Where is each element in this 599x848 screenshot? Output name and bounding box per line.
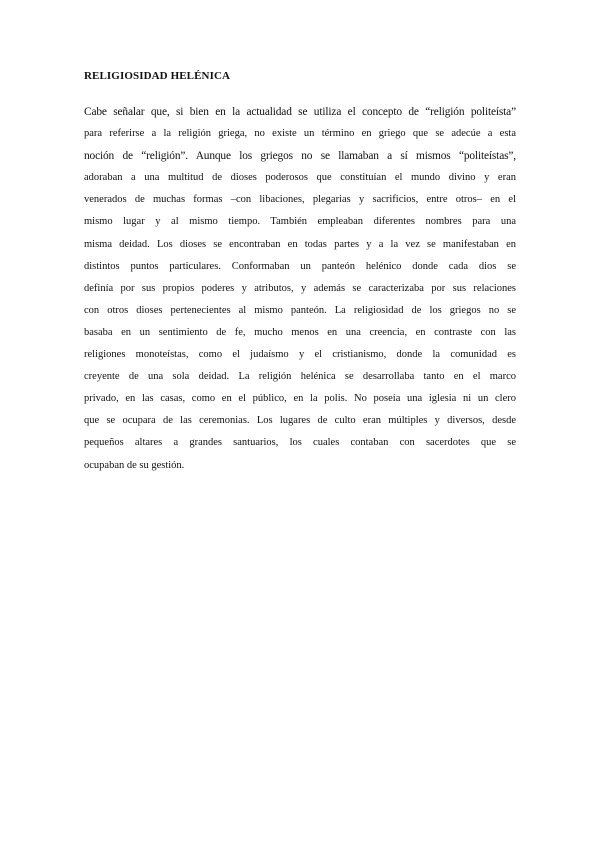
body-paragraph [84,101,516,477]
paragraph-line: noción de “religión”. Aunque los griegos no se llamaban a sí mismos “politeístas”, [84,150,516,163]
section-heading: RELIGIOSIDAD HELÉNICA [84,70,231,82]
paragraph-line: basaba en un sentimiento de fe, mucho menos en una creencia, en contraste con las [84,326,516,338]
paragraph-line: pequeños altares a grandes santuarios, los cuales contaban con sacerdotes que se [84,437,516,449]
paragraph-line: mismo lugar y al mismo tiempo. También empleaban diferentes nombres para una [84,216,516,228]
paragraph-line: ocupaban de su gestión. [84,459,185,471]
paragraph-line: con otros dioses pertenecientes al mismo panteón. La religiosidad de los griegos no se [84,304,516,316]
paragraph-line: que se ocupara de las ceremonias. Los lugares de culto eran múltiples y diversos, desde [84,415,516,427]
paragraph-line: definía por sus propios poderes y atributos, y además se caracterizaba por sus relaciones [84,282,516,294]
paragraph-line: para referirse a la religión griega, no existe un término en griego que se adecúe a esta [84,128,516,140]
paragraph-line: venerados de muchas formas –con libaciones, plegarias y sacrificios, entre otros– en el [84,194,516,206]
paragraph-line: religiones monoteístas, como el judaísmo y el cristianismo, donde la comunidad es [84,349,516,361]
paragraph-line: privado, en las casas, como en el público, en la polis. No poseía una iglesia ni un clero [84,393,516,405]
paragraph-line: misma deidad. Los dioses se encontraban en todas partes y a la vez se manifestaban en [84,238,516,250]
paragraph-line: distintos puntos particulares. Conformaban un panteón helénico donde cada dios se [84,260,516,272]
paragraph-line: creyente de una sola deidad. La religión helénica se desarrollaba tanto en el marco [84,371,516,383]
paragraph-line: adoraban a una multitud de dioses poderosos que constituían el mundo divino y eran [84,172,516,184]
paragraph-line: Cabe señalar que, si bien en la actualidad se utiliza el concepto de “religión politeísta” [84,106,516,118]
